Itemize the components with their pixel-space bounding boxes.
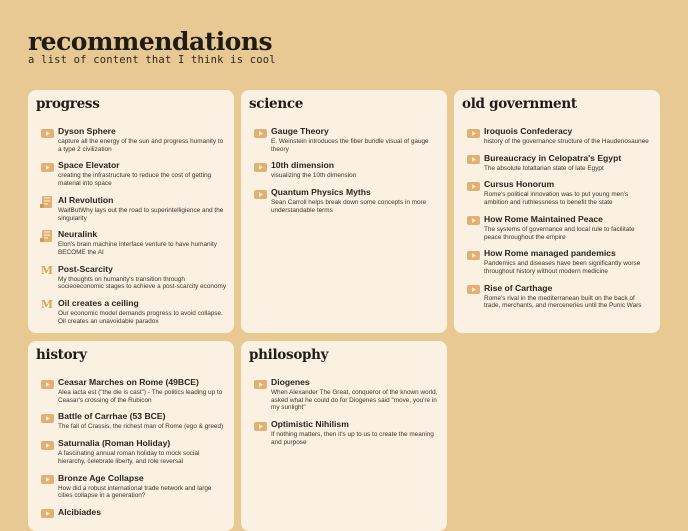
item-title-link[interactable]: Saturnalia (Roman Holiday) [58, 438, 171, 449]
list-item[interactable] [36, 195, 226, 222]
video-icon [40, 473, 54, 487]
card-progress [28, 90, 234, 333]
item-description: Elon's brain machine interface venture to have humanity BECOME the AI [58, 241, 217, 256]
video-icon [466, 248, 480, 262]
list-item[interactable] [36, 507, 226, 521]
list-item[interactable] [249, 419, 439, 446]
article-icon [40, 195, 54, 209]
video-icon [40, 377, 54, 391]
card-history [28, 341, 234, 531]
list-item[interactable] [36, 411, 226, 431]
list-item[interactable] [36, 264, 226, 291]
item-title-link[interactable]: Diogenes [271, 377, 310, 387]
card-title: progress [36, 96, 100, 112]
article-icon [40, 229, 54, 243]
list-item[interactable] [249, 126, 439, 153]
item-title-link[interactable]: AI Revolution [58, 194, 114, 205]
item-description: WaitButWhy lays out the road to superintelligience and the singularity [58, 206, 224, 222]
item-title-link[interactable]: Optimistic Nihilism [271, 419, 349, 430]
video-icon [466, 153, 480, 167]
item-title-link[interactable]: Space Elevator [58, 160, 120, 171]
card-title: old government [462, 96, 577, 112]
video-icon [466, 179, 480, 193]
item-description: visualizing the 10th dimension [271, 172, 357, 180]
list-item[interactable] [36, 438, 226, 465]
item-title-link[interactable]: Neuralink [58, 229, 98, 240]
card-title: history [36, 347, 87, 363]
item-title-link[interactable]: Battle of Carrhae (53 BCE) [58, 411, 166, 422]
list-item[interactable] [249, 187, 439, 214]
video-icon [253, 126, 267, 140]
item-title-link[interactable]: 10th dimension [271, 160, 335, 171]
item-title-link[interactable]: Rise of Carthage [484, 282, 553, 293]
item-title-link[interactable]: Post-Scarcity [58, 263, 113, 274]
item-description: Rome's rival in the mediterranean built on the back of trade, merchants, and merceneries until the Punic Wars [484, 294, 642, 310]
list-item[interactable] [462, 214, 652, 241]
video-icon [466, 214, 480, 228]
item-title-link[interactable]: Ceasar Marches on Rome (49BCE) [58, 377, 199, 387]
video-icon [40, 411, 54, 425]
item-description: A fascinating annual roman holiday to mock social hierarchy, celebrate liberty, and role reversal [58, 450, 200, 465]
item-description: Pandemics and diseases have been significantly worse throughout history without modern medicine [484, 260, 641, 275]
page-title: recommendations [28, 27, 273, 56]
list-item[interactable] [462, 126, 652, 146]
card-old-government [454, 90, 660, 333]
item-description: Sean Carroll helps break down some concepts in more understandable terms [271, 199, 427, 214]
video-icon [40, 438, 54, 452]
item-description: The systems of governance and local rule to facilitate peace throughout the empire [484, 225, 635, 241]
medium-icon: M [40, 263, 54, 277]
item-title-link[interactable]: Cursus Honorum [484, 179, 555, 190]
video-icon [466, 283, 480, 297]
item-title-link[interactable]: Gauge Theory [271, 126, 329, 136]
list-item[interactable] [36, 160, 226, 187]
item-description: If nothing matters, then it's up to us to create the meaning and purpose [271, 431, 434, 446]
list-item[interactable] [249, 377, 439, 412]
item-description: My thoughts on humanity's transition through socieoeconomic stages to achieve a post-scarcity economy [58, 275, 227, 291]
item-title-link[interactable]: Oil creates a ceiling [58, 298, 139, 309]
item-title-link[interactable]: Alcibiades [58, 506, 101, 517]
video-icon [253, 187, 267, 201]
item-description: The fall of Crassis, the richest man of Rome (ego & greed) [58, 423, 224, 431]
video-icon [253, 160, 267, 174]
item-description: Rome's political innovation was to put young men's ambition and ruthlessness to benefit the state [484, 191, 629, 207]
medium-icon: M [40, 298, 54, 312]
list-item[interactable] [462, 283, 652, 310]
card-philosophy [241, 341, 447, 531]
page-subtitle: a list of content that I think is cool [28, 54, 276, 66]
video-icon [466, 126, 480, 140]
list-item[interactable] [36, 377, 226, 404]
item-title-link[interactable]: Quantum Physics Myths [271, 187, 371, 198]
item-title-link[interactable]: Dyson Sphere [58, 126, 116, 136]
item-description: How did a robust international trade network and large cities collapse in a generation? [58, 484, 212, 500]
item-description: The absolute totaltarian state of late Egypt [484, 164, 604, 172]
list-item[interactable] [462, 248, 652, 275]
list-item[interactable] [36, 126, 226, 153]
card-title: philosophy [249, 347, 329, 363]
item-description: creating the infrastructure to reduce the cost of getting material into space [58, 172, 212, 188]
item-description: capture all the energy of the sun and progress humanity to a type 2 civilization [58, 138, 224, 153]
item-description: When Alexander The Great, conqueror of the known world, asked what he could do for Diogenes said "move, you're in my sunlight" [271, 389, 438, 412]
video-icon [40, 160, 54, 174]
video-icon [40, 126, 54, 140]
item-title-link[interactable]: Bureaucracy in Celopatra's Egypt [484, 152, 622, 163]
item-title-link[interactable]: How Rome Maintained Peace [484, 213, 603, 224]
item-description: E. Weinstein introduces the fiber bundle visual of gauge theory [271, 138, 429, 153]
list-item[interactable] [462, 153, 652, 173]
list-item[interactable] [36, 298, 226, 325]
item-title-link[interactable]: Iroquois Confederacy [484, 126, 573, 136]
list-item[interactable] [462, 179, 652, 206]
item-title-link[interactable]: How Rome managed pandemics [484, 248, 616, 259]
list-item[interactable] [36, 473, 226, 500]
list-item[interactable] [249, 160, 439, 180]
video-icon [253, 419, 267, 433]
card-science [241, 90, 447, 333]
item-description: Alea iacta est ("the die is cast") - The politics leading up to Ceasar's crossing of the Rubicon [58, 389, 223, 404]
item-description: history of the governance structure of the Haudenosaunee [484, 138, 649, 145]
item-description: Our economic model demands progress to avoid collapse. Oil creates an unavoidable paradox [58, 310, 223, 325]
page-header [28, 28, 276, 66]
item-title-link[interactable]: Bronze Age Collapse [58, 472, 144, 483]
list-item[interactable] [36, 229, 226, 256]
card-title: science [249, 96, 304, 112]
video-icon [253, 377, 267, 391]
video-icon [40, 507, 54, 521]
